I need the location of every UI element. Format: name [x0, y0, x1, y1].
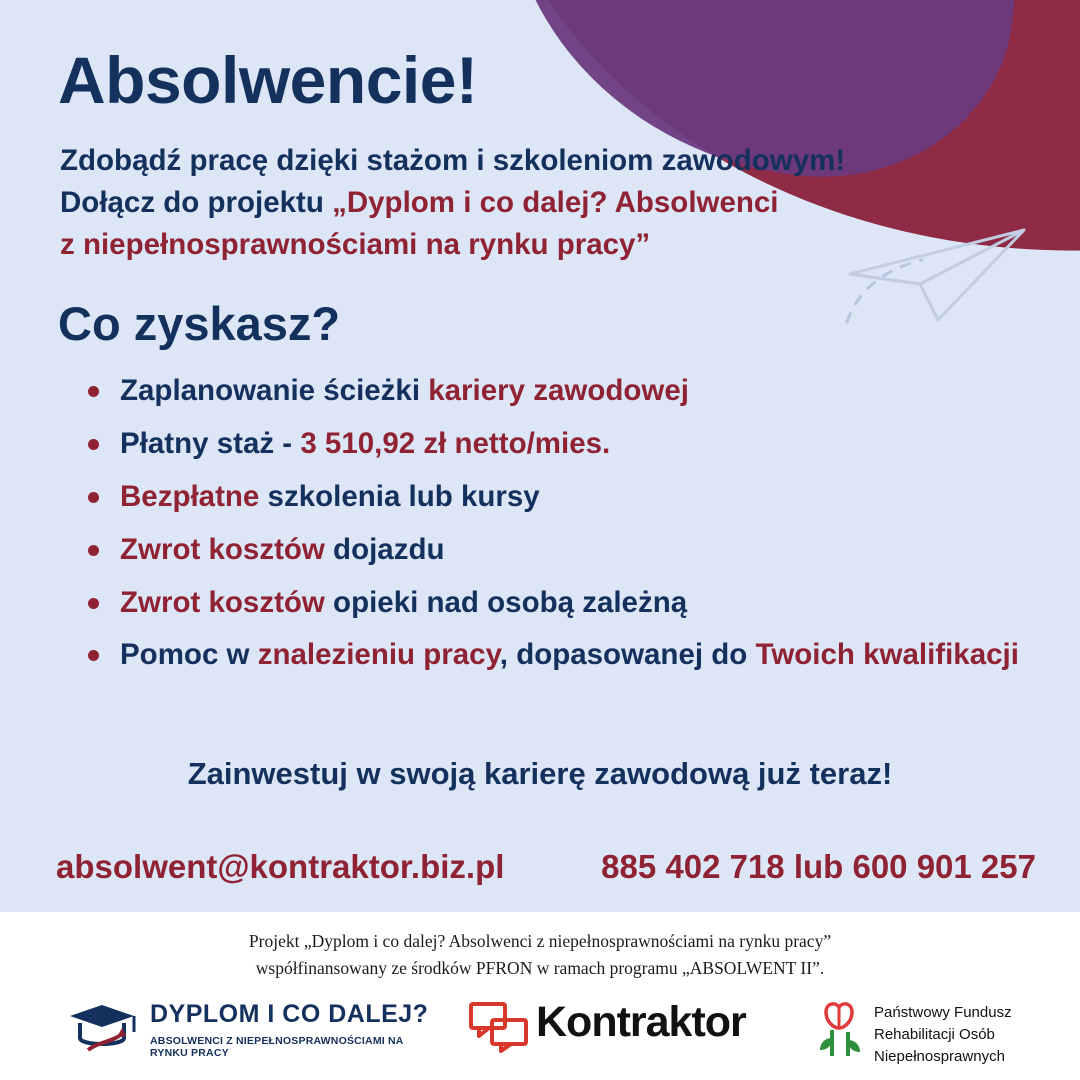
contact-phone[interactable]: 885 402 718 lub 600 901 257	[601, 848, 1036, 885]
subheadline-line-2-prefix: Dołącz do projektu	[60, 185, 333, 219]
list-item	[78, 370, 1038, 412]
benefit-post: dojazdu	[324, 532, 445, 566]
list-item	[78, 423, 1038, 465]
benefit-highlight: kariery zawodowej	[428, 374, 689, 407]
page-title: Absolwencie!	[58, 43, 478, 117]
contact-block	[56, 848, 1036, 886]
footer-line-1: Projekt „Dyplom i co dalej? Absolwenci z niepełnosprawnościami na rynku pracy”	[248, 931, 832, 951]
benefit-post: , dopasowanej do	[499, 638, 756, 672]
logo-dyplom-title: DYPLOM I CO DALEJ?	[150, 1000, 429, 1028]
benefit-highlight: Zwrot kosztów	[120, 532, 325, 566]
benefit-highlight: znalezieniu pracy	[257, 638, 500, 672]
subheadline-line-3: z niepełnosprawnościami na rynku pracy”	[60, 227, 651, 261]
logo-dyplom-subtitle: ABSOLWENCI Z NIEPEŁNOSPRAWNOŚCIAMI NA RYNKU PRACY	[150, 1035, 404, 1059]
benefit-highlight: Bezpłatne	[120, 479, 260, 513]
benefit-post: szkolenia lub kursy	[259, 479, 540, 513]
footer	[0, 912, 1080, 1080]
contact-email[interactable]: absolwent@kontraktor.biz.pl	[56, 848, 505, 885]
logo-kontraktor	[468, 996, 748, 1064]
benefit-pre: Płatny staż -	[120, 426, 301, 460]
logo-pfron-text	[874, 1002, 1012, 1067]
logo-pfron-line-2: Rehabilitacji Osób	[874, 1025, 995, 1043]
list-item	[78, 476, 1038, 518]
list-item	[78, 529, 1038, 571]
benefits-list	[78, 370, 1038, 687]
logo-pfron	[812, 996, 1062, 1066]
benefit-highlight: 3 510,92 zł netto/mies.	[300, 426, 611, 460]
footer-funding-note	[0, 928, 1080, 982]
subheadline-line-2-highlight: „Dyplom i co dalej? Absolwenci	[332, 185, 779, 219]
benefit-highlight-2: Twoich kwalifikacji	[755, 638, 1019, 672]
call-to-action: Zainwestuj w swoją karierę zawodową już teraz!	[187, 756, 893, 791]
subheadline-line-2	[60, 182, 1000, 224]
section-title: Co zyskasz?	[58, 297, 341, 350]
list-item	[78, 634, 1038, 676]
logo-dyplom-i-co-dalej	[60, 994, 440, 1066]
graduation-cap-icon	[64, 998, 140, 1060]
tulip-icon	[812, 998, 868, 1060]
benefit-pre: Pomoc w	[120, 638, 258, 672]
benefit-highlight: Zwrot kosztów	[120, 585, 325, 619]
benefit-post: opieki nad osobą zależną	[324, 585, 688, 619]
subheadline-line-1: Zdobądź pracę dzięki stażom i szkoleniom zawodowym!	[60, 144, 846, 177]
footer-line-2: współfinansowany ze środków PFRON w ramach programu „ABSOLWENT II”.	[255, 958, 825, 979]
logo-pfron-line-1: Państwowy Fundusz	[874, 1004, 1012, 1021]
speech-bubbles-icon	[468, 1000, 530, 1054]
subheadline	[60, 140, 1000, 266]
benefit-pre: Zaplanowanie ścieżki	[120, 374, 429, 407]
footer-logos	[0, 992, 1080, 1080]
logo-kontraktor-word: Kontraktor	[536, 998, 746, 1046]
list-item	[78, 582, 1038, 624]
logo-pfron-line-3: Niepełnosprawnych	[874, 1047, 1005, 1065]
